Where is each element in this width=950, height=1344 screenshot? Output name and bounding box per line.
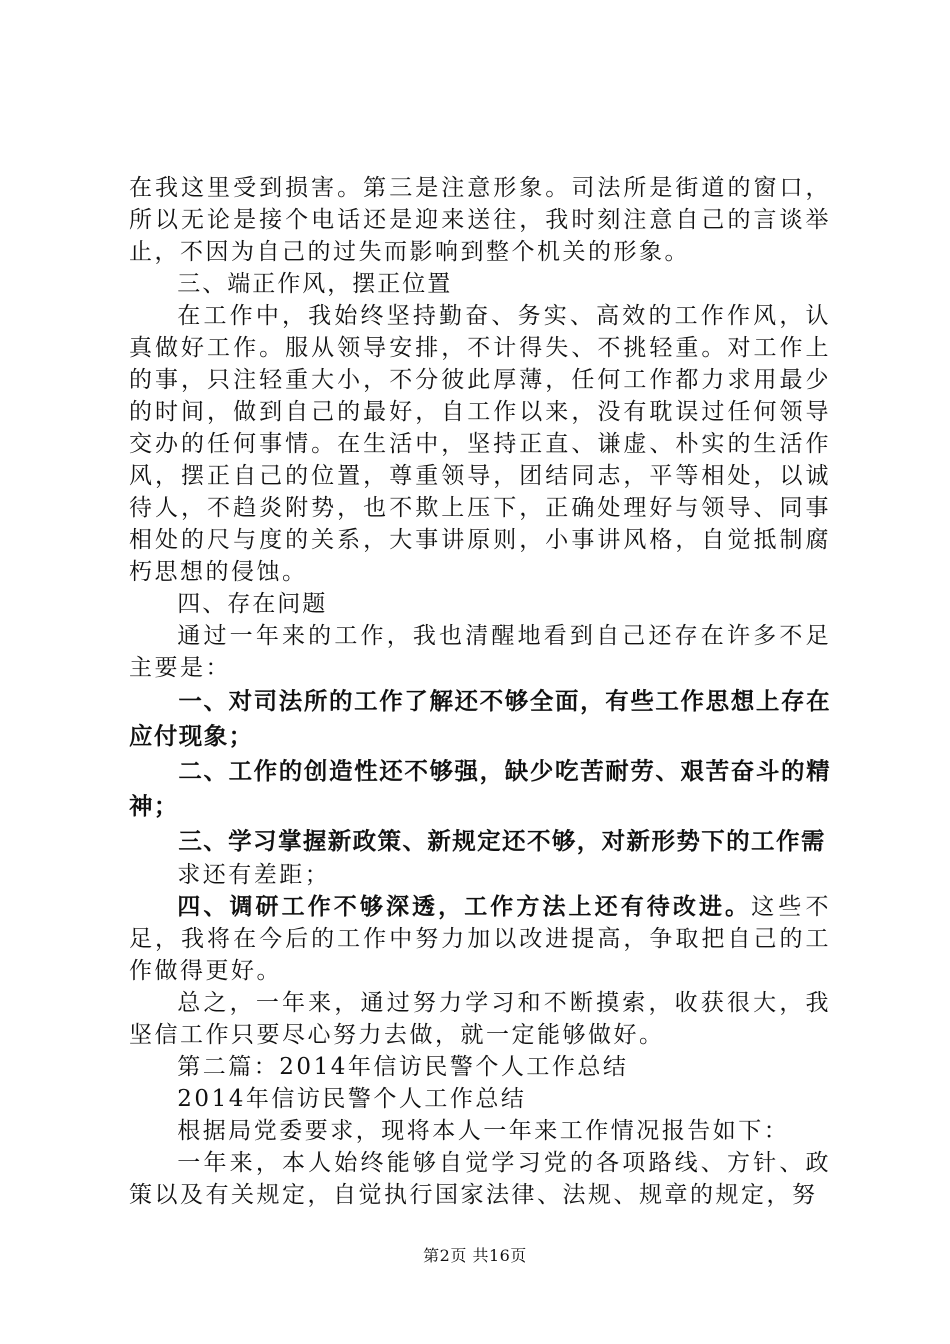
- paragraph-report-body: 一年来，本人始终能够自觉学习党的各项路线、方针、政策以及有关规定，自觉执行国家法律、法规、规章的规定，努: [129, 1150, 831, 1208]
- problem-item-2: 二、工作的创造性还不够强，缺少吃苦耐劳、艰苦奋斗的精神；: [129, 757, 831, 820]
- section-heading-4: 四、存在问题: [177, 591, 328, 617]
- paragraph-report-intro: 根据局党委要求，现将本人一年来工作情况报告如下：: [177, 1118, 790, 1144]
- page-number-footer: 第2页 共16页: [423, 1246, 527, 1265]
- paragraph-summary: 总之，一年来，通过努力学习和不断摸索，收获很大，我坚信工作只要尽心努力去做，就一定能够做好。: [129, 990, 831, 1048]
- paragraph-work-style: 在工作中，我始终坚持勤奋、务实、高效的工作作风，认真做好工作。服从领导安排，不计得失、不挑轻重。对工作上的事，只注轻重大小，不分彼此厚薄，任何工作都力求用最少的时间，做到自己的最好，自工作以来，没有耽误过任何领导交办的任何事情。在生活中，坚持正直、谦虚、朴实的生活作风，摆正自己的位置，尊重领导，团结同志，平等相处，以诚待人，不趋炎附势，也不欺上压下，正确处理好与领导、同事相处的尺与度的关系，大事讲原则，小事讲风格，自觉抵制腐朽思想的侵蚀。: [129, 303, 831, 585]
- problem-item-4-bold: 四、调研工作不够深透，工作方法上还有待改进。: [177, 894, 752, 920]
- problem-item-4-tail: 这些不足，我将在今后的工作中努力加以改进提高，争取把自己的工作做得更好。: [129, 894, 831, 984]
- problem-item-4: [129, 891, 831, 987]
- paragraph-problems-intro: 通过一年来的工作，我也清醒地看到自己还存在许多不足主要是：: [129, 623, 831, 681]
- document-body: [129, 172, 831, 1211]
- problem-item-3-continued: 求还有差距；: [177, 862, 331, 888]
- section-heading-3: 三、端正作风，摆正位置: [177, 271, 453, 297]
- second-article-title: 第二篇：2014年信访民警个人工作总结: [177, 1054, 629, 1080]
- paragraph-continuation: 在我这里受到损害。第三是注意形象。司法所是街道的窗口，所以无论是接个电话还是迎来送往，我时刻注意自己的言谈举止，不因为自己的过失而影响到整个机关的形象。: [129, 175, 831, 265]
- problem-item-1: 一、对司法所的工作了解还不够全面，有些工作思想上存在应付现象；: [129, 687, 831, 750]
- second-article-subtitle: 2014年信访民警个人工作总结: [177, 1086, 527, 1112]
- problem-item-3: 三、学习掌握新政策、新规定还不够，对新形势下的工作需: [178, 827, 826, 855]
